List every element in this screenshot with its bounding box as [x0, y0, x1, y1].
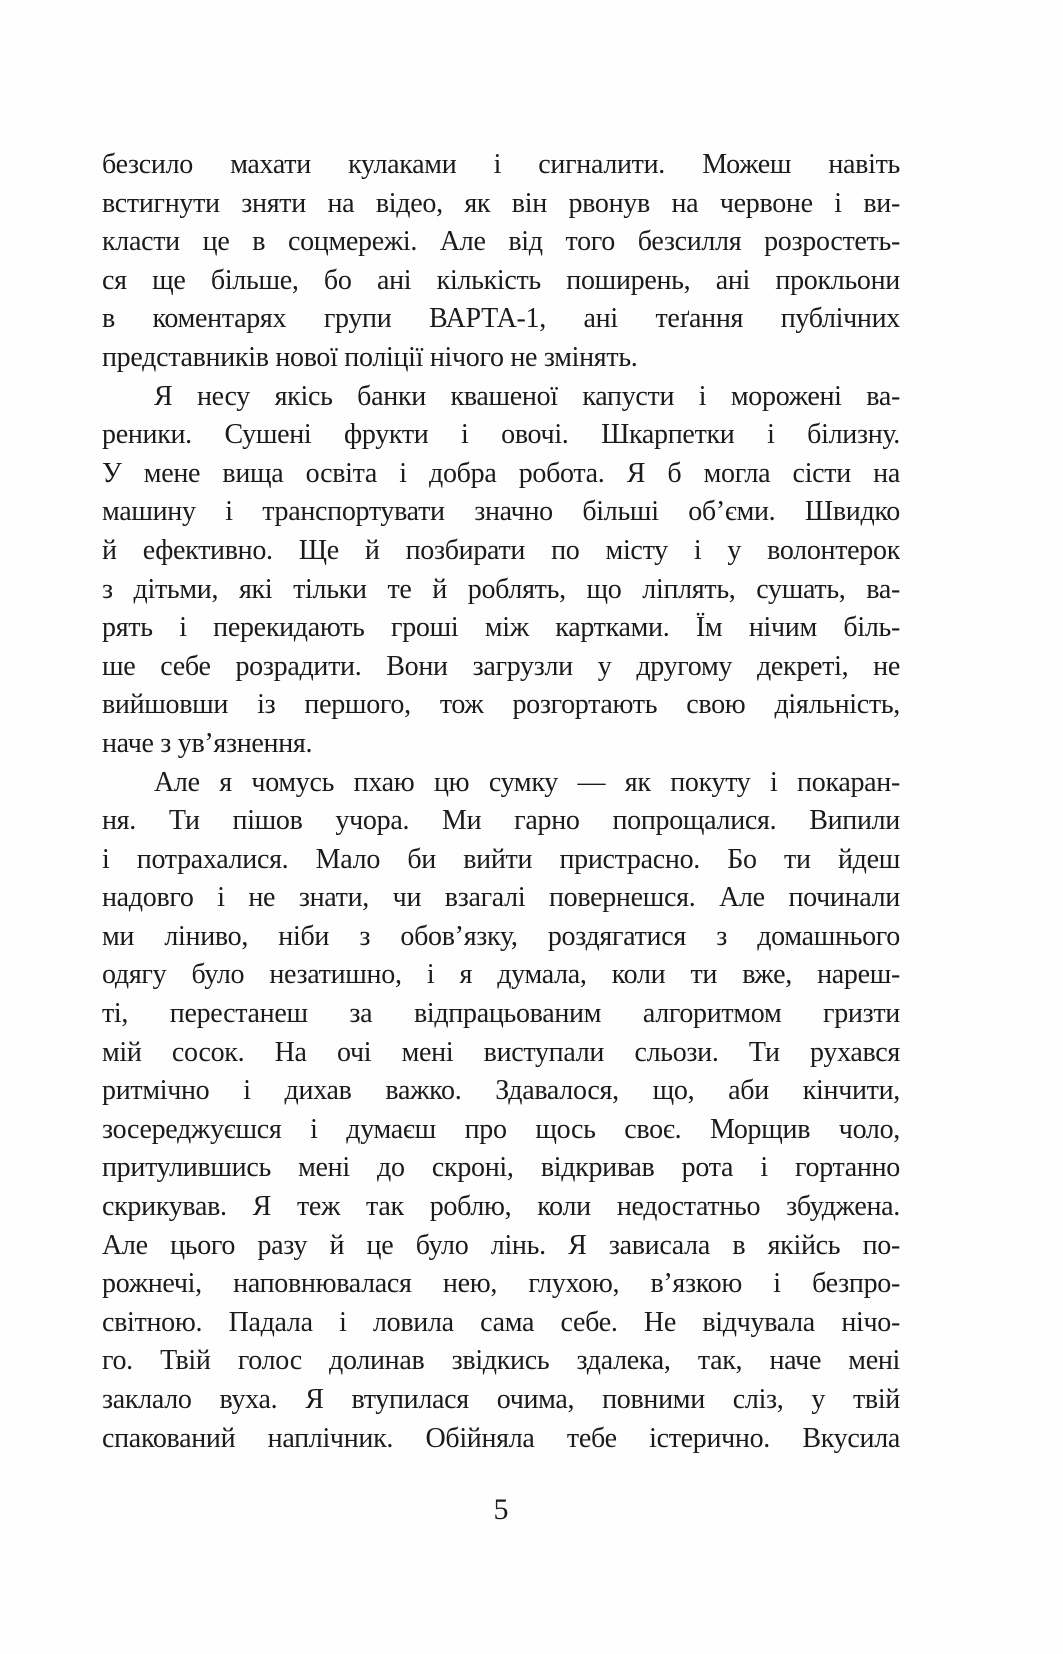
text-line: встигнути зняти на відео, як він рвонув на червоне і ви-: [102, 187, 900, 219]
text-line: заклало вуха. Я втупилася очима, повними сліз, у твій: [102, 1384, 900, 1415]
paragraph: [102, 764, 900, 1459]
text-line: безсило махати кулаками і сигналити. Можеш навіть: [102, 149, 900, 180]
text-line: скрикував. Я теж так роблю, коли недостатньо збуджена.: [102, 1191, 900, 1223]
text-line: У мене вища освіта і добра робота. Я б могла сісти на: [102, 457, 900, 489]
text-line: з дітьми, які тільки те й роблять, що ліплять, сушать, ва-: [102, 573, 900, 605]
text-line: вийшовши із першого, тож розгортають свою діяльність,: [102, 689, 900, 721]
text-line: наче з ув’язнення.: [102, 727, 313, 759]
page-number: 5: [493, 1493, 509, 1526]
text-block: [102, 146, 900, 1458]
text-line: спакований наплічник. Обійняла тебе істерично. Вкусила: [102, 1422, 900, 1454]
text-line: мій сосок. На очі мені виступали сльози. Ти рухався: [102, 1036, 900, 1068]
text-line: і потрахалися. Мало би вийти пристрасно. Бо ти йдеш: [102, 843, 900, 875]
text-line: рожнечі, наповнювалася нею, глухою, в’язкою і безпро-: [102, 1268, 900, 1300]
text-line: го. Твій голос долинав звідкись здалека, так, наче мені: [102, 1345, 900, 1377]
text-line: ся ще більше, бо ані кількість поширень, ані прокльони: [102, 264, 900, 296]
text-line: ті, перестанеш за відпрацьованим алгоритмом гризти: [102, 998, 900, 1030]
text-line: ритмічно і дихав важко. Здавалося, що, аби кінчити,: [102, 1075, 900, 1107]
text-line: надовго і не знати, чи взагалі повернешся. Але починали: [102, 882, 900, 914]
text-line: машину і транспортувати значно більші об’єми. Швидко: [102, 496, 900, 528]
paragraph: [102, 378, 900, 764]
text-line: реники. Сушені фрукти і овочі. Шкарпетки і білизну.: [102, 419, 900, 451]
text-line: світною. Падала і ловила сама себе. Не відчувала нічо-: [102, 1306, 900, 1338]
text-line: одягу було незатишно, і я думала, коли ти вже, нареш-: [102, 959, 900, 991]
text-line: ше себе розрадити. Вони загрузли у другому декреті, не: [102, 650, 900, 682]
text-line: зосереджуєшся і думаєш про щось своє. Морщив чоло,: [102, 1113, 900, 1145]
text-line: й ефективно. Ще й позбирати по місту і у волонтерок: [102, 534, 900, 566]
paragraph: [102, 146, 900, 378]
text-line: ня. Ти пішов учора. Ми гарно попрощалися. Випили: [102, 805, 900, 837]
text-line: Але цього разу й це було лінь. Я зависала в якійсь по-: [102, 1229, 900, 1261]
text-line: Але я чомусь пхаю цю сумку — як покуту і покаран-: [154, 766, 900, 798]
text-line: Я несу якісь банки квашеної капусти і морожені ва-: [154, 380, 900, 412]
text-line: представників нової поліції нічого не змінять.: [102, 341, 638, 373]
text-line: рять і перекидають гроші між картками. Їм нічим біль-: [102, 612, 900, 644]
text-line: в коментарях групи ВАРТА-1, ані теґання публічних: [102, 303, 900, 335]
text-line: класти це в соцмережі. Але від того безсилля розростеть-: [102, 226, 900, 258]
text-line: притулившись мені до скроні, відкривав рота і гортанно: [102, 1152, 900, 1184]
text-line: ми ліниво, ніби з обов’язку, роздягатися з домашнього: [102, 920, 900, 952]
